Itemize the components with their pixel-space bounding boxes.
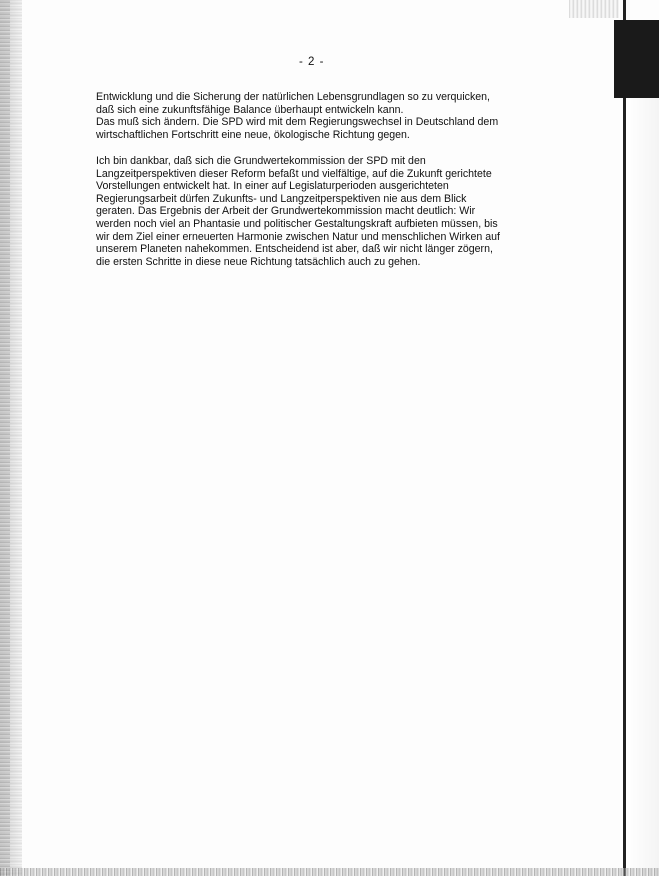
paragraph-1-line: daß sich eine zukunftsfähige Balance überhaupt entwickeln kann. xyxy=(96,103,404,116)
paragraph-2-line: geraten. Das Ergebnis der Arbeit der Grundwertekommission macht deutlich: Wir xyxy=(96,205,476,218)
paragraph-2-line: wir dem Ziel einer erneuerten Harmonie zwischen Natur und menschlichen Wirken auf xyxy=(96,230,500,243)
paragraph-2-line: werden noch viel an Phantasie und politischer Gestaltungskraft aufbieten müssen, bis xyxy=(96,217,498,230)
paragraph-1-line: wirtschaftlichen Fortschritt eine neue, ökologische Richtung gegen. xyxy=(96,128,410,141)
paragraph-2 xyxy=(96,155,536,268)
scan-edge-bottom xyxy=(0,868,659,876)
paragraph-2-line: Regierungsarbeit dürfen Zukunfts- und Langzeitperspektiven nie aus dem Blick xyxy=(96,192,467,205)
page-number: - 2 - xyxy=(299,56,325,68)
paragraph-2-line: unserem Planeten nahekommen. Entscheidend ist aber, daß wir nicht länger zögern, xyxy=(96,243,493,256)
paragraph-1-line: Entwicklung und die Sicherung der natürlichen Lebensgrundlagen so zu verquicken, xyxy=(96,91,490,103)
scan-edge-right-block xyxy=(614,20,659,98)
paragraph-2-line: die ersten Schritte in diese neue Richtung tatsächlich auch zu gehen. xyxy=(96,255,421,268)
paragraph-2-line: Langzeitperspektiven dieser Reform befaßt und vielfältige, auf die Zukunft gerichtete xyxy=(96,167,492,180)
paragraph-1-line: Das muß sich ändern. Die SPD wird mit dem Regierungswechsel in Deutschland dem xyxy=(96,116,499,129)
paragraph-2-line: Ich bin dankbar, daß sich die Grundwertekommission der SPD mit den xyxy=(96,155,426,167)
paragraph-1 xyxy=(96,91,536,141)
scan-edge-left-noise xyxy=(0,0,10,876)
scan-edge-right-margin xyxy=(626,98,659,876)
scan-edge-top-noise xyxy=(569,0,619,18)
paragraph-2-line: Vorstellungen entwickelt hat. In einer auf Legislaturperioden ausgerichteten xyxy=(96,180,449,193)
